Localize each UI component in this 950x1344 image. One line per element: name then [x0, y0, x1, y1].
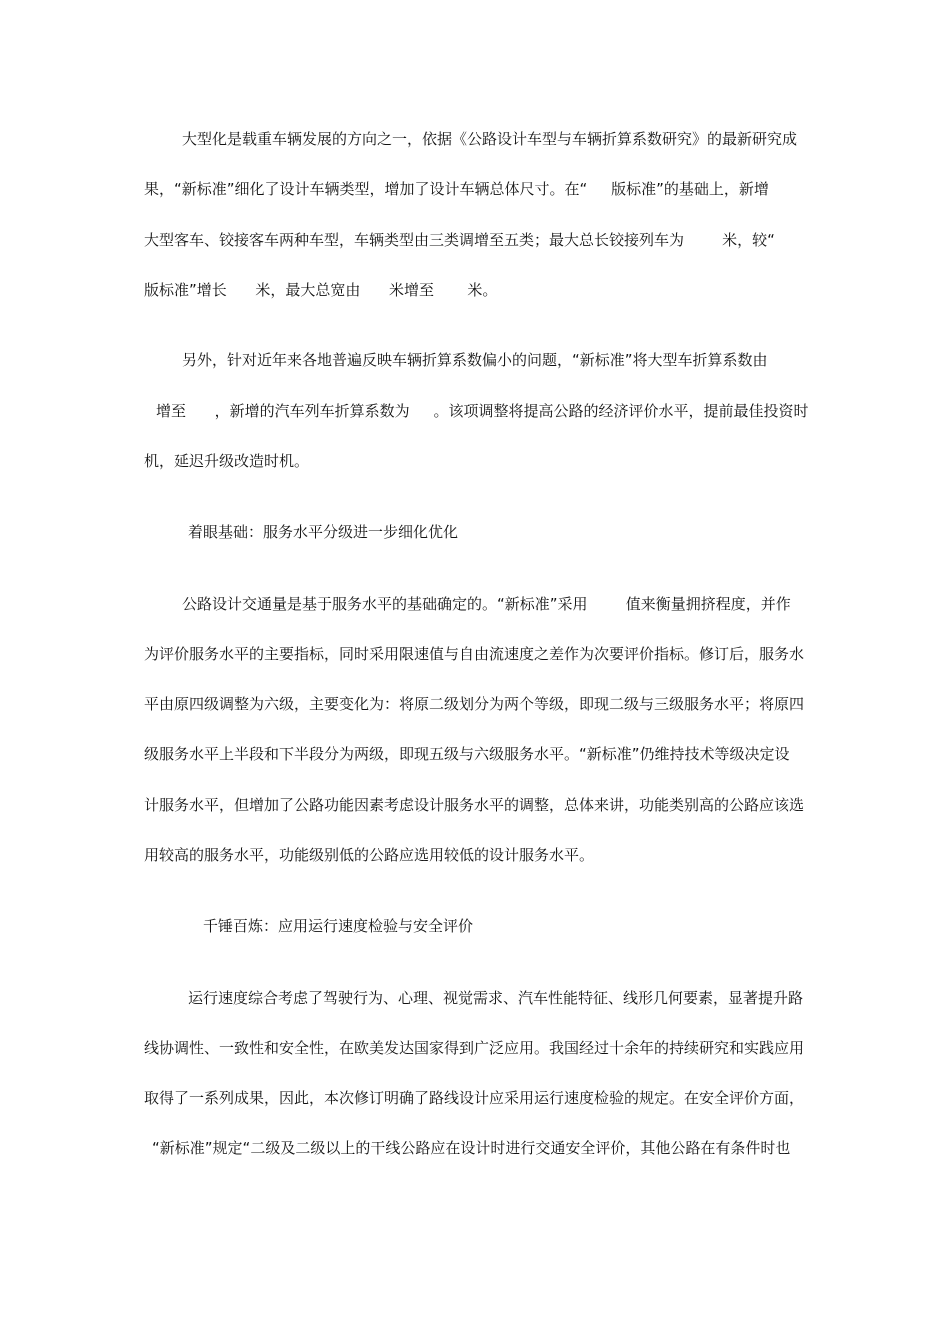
paragraph-4-line-3: 取得了一系列成果，因此，本次修订明确了路线设计应采用运行速度检验的规定。在安全评价方面，	[144, 1089, 805, 1107]
paragraph-3-line-5: 计服务水平，但增加了公路功能因素考虑设计服务水平的调整，总体来讲，功能类别高的公路应该选	[144, 796, 805, 814]
paragraph-3-line-1: 公路设计交通量是基于服务水平的基础确定的。“新标准”采用 值来衡量拥挤程度，并作	[182, 595, 791, 613]
paragraph-4-line-1: 运行速度综合考虑了驾驶行为、心理、视觉需求、汽车性能特征、线形几何要素，显著提升路	[188, 989, 804, 1007]
paragraph-2-line-3: 机，延迟升级改造时机。	[144, 452, 310, 470]
paragraph-2-line-2: 增至 ，新增的汽车列车折算系数为 。该项调整将提高公路的经济评价水平，提前最佳投资时	[156, 402, 809, 420]
paragraph-1-line-4: 版标准”增长 米，最大总宽由 米增至 米。	[144, 281, 498, 299]
section-heading-operating-speed: 千锤百炼：应用运行速度检验与安全评价	[203, 917, 474, 935]
paragraph-3-line-4: 级服务水平上半段和下半段分为两级，即现五级与六级服务水平。“新标准”仍维持技术等级决定设	[144, 745, 790, 763]
paragraph-1-line-1: 大型化是载重车辆发展的方向之一，依据《公路设计车型与车辆折算系数研究》的最新研究成	[182, 130, 798, 148]
paragraph-3-line-3: 平由原四级调整为六级，主要变化为：将原二级划分为两个等级，即现二级与三级服务水平；将原四	[144, 695, 805, 713]
paragraph-1-line-2: 果，“新标准”细化了设计车辆类型，增加了设计车辆总体尺寸。在“ 版标准”的基础上，新增	[144, 180, 769, 198]
paragraph-3-line-2: 为评价服务水平的主要指标，同时采用限速值与自由流速度之差作为次要评价指标。修订后，服务水	[144, 645, 805, 663]
paragraph-4-line-2: 线协调性、一致性和安全性，在欧美发达国家得到广泛应用。我国经过十余年的持续研究和实践应用	[144, 1039, 805, 1057]
section-heading-service-level: 着眼基础：服务水平分级进一步细化优化	[188, 523, 459, 541]
paragraph-1-line-3: 大型客车、铰接客车两种车型，车辆类型由三类调增至五类；最大总长铰接列车为 米，较“	[144, 231, 775, 249]
paragraph-4-line-4: “新标准”规定“二级及二级以上的干线公路应在设计时进行交通安全评价，其他公路在有条件时也	[152, 1139, 791, 1157]
paragraph-3-line-6: 用较高的服务水平，功能级别低的公路应选用较低的设计服务水平。	[144, 846, 595, 864]
paragraph-2-line-1: 另外，针对近年来各地普遍反映车辆折算系数偏小的问题，“新标准”将大型车折算系数由	[182, 351, 768, 369]
